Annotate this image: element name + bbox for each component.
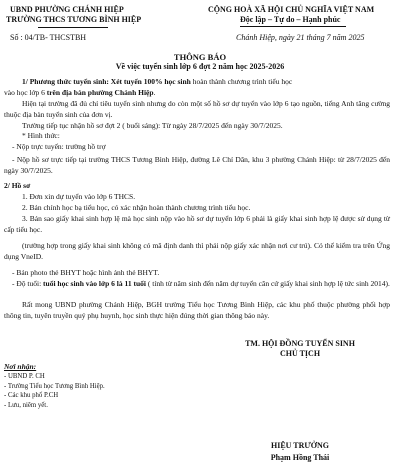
section1-line2-c: . [153, 87, 156, 97]
recipient-item: - UBND P. CH [4, 373, 45, 380]
section1-para1: Hiện tại trường đã đủ chỉ tiêu tuyển sinh nhưng do còn một số hồ sơ dự tuyển vào lớp 6 tạo nguồn, tiếng Anh tăng cường thuộc địa bàn tuyển sinh của đơn vị. [4, 99, 390, 119]
recipients-list [4, 372, 105, 410]
national-motto: Độc lập – Tự do – Hạnh phúc [240, 15, 341, 24]
principal-title: HIỆU TRƯỞNG [270, 441, 329, 450]
age-prefix: - Độ tuổi: [12, 279, 44, 288]
section2-heading: 2/ Hồ sơ [4, 181, 31, 190]
closing-paragraph: Rất mong UBND phường Chánh Hiệp, BGH trường Tiểu học Tương Bình Hiệp, các khu phố thuộc phường phối hợp thông tin, tuyên truyền quý phụ huynh, học sinh thực hiện đúng thời gian thông báo này. [4, 300, 390, 320]
age-bold: tuổi học sinh vào lớp 6 là 11 tuổi [43, 279, 146, 288]
section1-heading [4, 77, 390, 99]
header-right-underline [240, 26, 346, 27]
dossier-item-1: 1. Đơn xin dự tuyển vào lớp 6 THCS. [22, 192, 136, 201]
insurance-card-copy: - Bản photo thẻ BHYT hoặc hình ảnh thẻ BHYT. [12, 268, 160, 277]
recipients-label: Nơi nhận: [4, 362, 37, 371]
document-number: Số : 04/TB- THCSTBH [10, 33, 87, 42]
section1-line2-a: vào học lớp 6 [4, 87, 47, 97]
section1-para2: Trường tiếp tục nhận hồ sơ đợt 2 ( buổi sáng): Từ ngày 28/7/2025 đến ngày 30/7/2025. [22, 121, 283, 130]
place-date: Chánh Hiệp, ngày 21 tháng 7 năm 2025 [236, 33, 365, 42]
age-rest: ( tính từ năm sinh đến năm dự tuyển căn cứ giấy khai sinh hợp lệ tức sinh 2014). [145, 279, 390, 288]
section1-heading-rest: hoàn thành chương trình tiểu học [190, 77, 293, 86]
section1-area: trên địa bàn phường Chánh Hiệp [46, 87, 154, 97]
header-left-underline [38, 27, 108, 28]
section1-heading-bold: 1/ Phương thức tuyển sinh: Xét tuyển 100% học sinh [22, 77, 191, 86]
council-title: TM. HỘI ĐỒNG TUYỂN SINH [245, 339, 355, 348]
recipient-item: - Các khu phố P.CH [4, 392, 59, 399]
recipient-item: - Trường Tiểu học Tương Bình Hiệp. [4, 382, 105, 390]
document-subtitle: Về việc tuyển sinh lớp 6 đợt 2 năm học 2025-2026 [115, 62, 285, 71]
form-online: - Nộp trực tuyến: trường hồ trợ [12, 142, 106, 151]
council-chair: CHỦ TỊCH [279, 349, 321, 358]
agency-name: UBND PHƯỜNG CHÁNH HIỆP [10, 5, 124, 14]
principal-name: Phạm Hồng Thái [270, 453, 330, 462]
recipient-item: - Lưu, niêm yết. [4, 401, 48, 409]
form-direct: - Nộp hồ sơ trực tiếp tại trường THCS Tương Bình Hiệp, đường Lê Chí Dân, khu 3 phường Chánh Hiệp: từ 28/7/2025 đến ngày 30/7/2025. [4, 155, 390, 175]
age-requirement [4, 279, 390, 290]
school-name: TRƯỜNG THCS TƯƠNG BÌNH HIỆP [6, 15, 142, 24]
dossier-item-2: 2. Bản chính học bạ tiểu học, có xác nhận hoàn thành chương trình tiểu học. [22, 203, 251, 212]
birth-certificate-note: (trường hợp trong giấy khai sinh không có mã định danh thì phải nộp giấy xác nhận nơi cư trú). Có thể kiểm tra trên Ứng dụng VneID. [4, 241, 390, 261]
national-title: CỘNG HOÀ XÃ HỘI CHỦ NGHĨA VIỆT NAM [208, 5, 375, 14]
document-title: THÔNG BÁO [173, 52, 227, 62]
dossier-item-3: 3. Bản sao giấy khai sinh hợp lệ mà học sinh nộp vào hồ sơ dự tuyển lớp 6 phải là giấy khai sinh hợp lệ được sử dụng từ cấp tiểu học. [4, 214, 390, 234]
form-label: * Hình thức: [22, 131, 60, 140]
